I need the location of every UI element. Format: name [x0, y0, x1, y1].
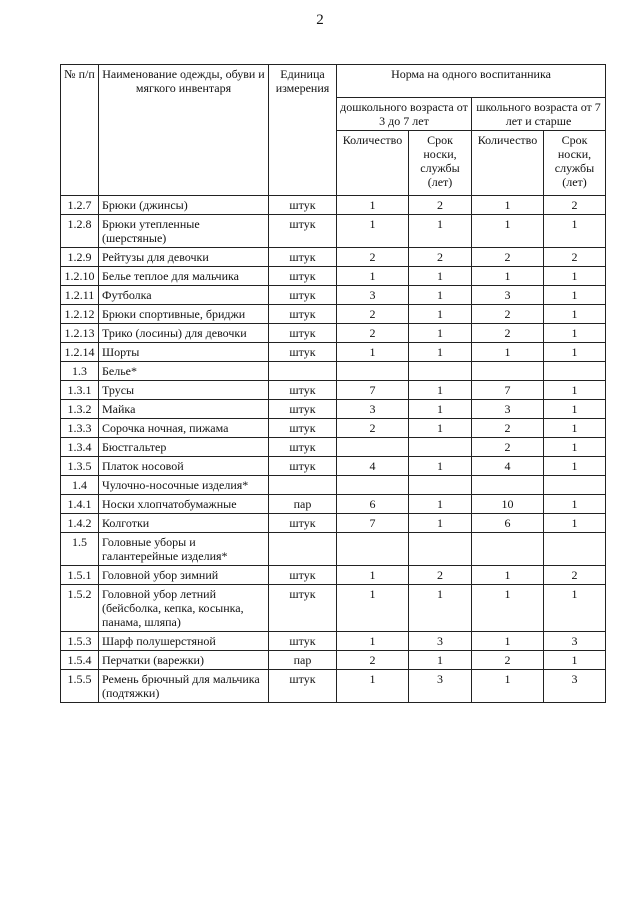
header-school-term: Срок носки, службы (лет)	[544, 131, 606, 196]
header-school-qty: Количество	[472, 131, 544, 196]
school-term	[544, 362, 606, 381]
school-qty	[472, 476, 544, 495]
school-term: 2	[544, 566, 606, 585]
preschool-term: 1	[409, 286, 472, 305]
item-name: Головные уборы и галантерейные изделия*	[99, 533, 269, 566]
header-preschool: дошкольного возраста от 3 до 7 лет	[337, 98, 472, 131]
school-term	[544, 476, 606, 495]
table-row	[61, 267, 606, 286]
school-qty	[472, 362, 544, 381]
unit-cell: штук	[269, 381, 337, 400]
norms-table	[60, 64, 606, 703]
unit-cell: штук	[269, 305, 337, 324]
unit-cell	[269, 533, 337, 566]
school-qty: 2	[472, 305, 544, 324]
preschool-term: 1	[409, 457, 472, 476]
row-number: 1.4.2	[61, 514, 99, 533]
header-name: Наименование одежды, обуви и мягкого инвентаря	[99, 65, 269, 196]
school-term: 1	[544, 438, 606, 457]
preschool-term: 1	[409, 585, 472, 632]
preschool-term: 1	[409, 381, 472, 400]
row-number: 1.5	[61, 533, 99, 566]
row-number: 1.2.11	[61, 286, 99, 305]
school-qty: 3	[472, 400, 544, 419]
item-name: Трусы	[99, 381, 269, 400]
unit-cell: штук	[269, 566, 337, 585]
item-name: Брюки спортивные, бриджи	[99, 305, 269, 324]
item-name: Перчатки (варежки)	[99, 651, 269, 670]
row-number: 1.3	[61, 362, 99, 381]
unit-cell: штук	[269, 419, 337, 438]
unit-cell: штук	[269, 585, 337, 632]
preschool-qty: 1	[337, 566, 409, 585]
row-number: 1.5.5	[61, 670, 99, 703]
table-row	[61, 495, 606, 514]
header-norm: Норма на одного воспитанника	[337, 65, 606, 98]
preschool-term	[409, 533, 472, 566]
row-number: 1.2.9	[61, 248, 99, 267]
item-name: Брюки (джинсы)	[99, 196, 269, 215]
table-row	[61, 248, 606, 267]
row-number: 1.3.3	[61, 419, 99, 438]
item-name: Белье теплое для мальчика	[99, 267, 269, 286]
table-row	[61, 381, 606, 400]
header-school: школьного возраста от 7 лет и старше	[472, 98, 606, 131]
row-number: 1.3.1	[61, 381, 99, 400]
school-qty: 1	[472, 343, 544, 362]
table-row	[61, 514, 606, 533]
school-term: 1	[544, 267, 606, 286]
preschool-term: 1	[409, 343, 472, 362]
table-row	[61, 438, 606, 457]
school-qty: 2	[472, 438, 544, 457]
school-qty: 1	[472, 196, 544, 215]
item-name: Бюстгальтер	[99, 438, 269, 457]
preschool-term: 3	[409, 670, 472, 703]
preschool-qty: 2	[337, 651, 409, 670]
school-qty: 10	[472, 495, 544, 514]
header-preschool-term: Срок носки, службы (лет)	[409, 131, 472, 196]
preschool-qty: 7	[337, 514, 409, 533]
preschool-term: 1	[409, 651, 472, 670]
unit-cell: штук	[269, 438, 337, 457]
school-qty: 2	[472, 248, 544, 267]
school-term: 1	[544, 400, 606, 419]
school-term: 1	[544, 381, 606, 400]
item-name: Носки хлопчатобумажные	[99, 495, 269, 514]
table-row	[61, 476, 606, 495]
preschool-qty: 1	[337, 267, 409, 286]
school-term: 3	[544, 670, 606, 703]
preschool-qty: 3	[337, 286, 409, 305]
row-number: 1.2.7	[61, 196, 99, 215]
item-name: Футболка	[99, 286, 269, 305]
school-qty: 7	[472, 381, 544, 400]
item-name: Трико (лосины) для девочки	[99, 324, 269, 343]
item-name: Шарф полушерстяной	[99, 632, 269, 651]
school-qty	[472, 533, 544, 566]
item-name: Головной убор летний (бейсболка, кепка, косынка, панама, шляпа)	[99, 585, 269, 632]
preschool-qty: 4	[337, 457, 409, 476]
table-row	[61, 533, 606, 566]
unit-cell: штук	[269, 248, 337, 267]
preschool-term: 2	[409, 248, 472, 267]
preschool-qty: 6	[337, 495, 409, 514]
row-number: 1.5.1	[61, 566, 99, 585]
school-qty: 2	[472, 324, 544, 343]
row-number: 1.5.3	[61, 632, 99, 651]
table-row	[61, 651, 606, 670]
item-name: Брюки утепленные (шерстяные)	[99, 215, 269, 248]
item-name: Колготки	[99, 514, 269, 533]
school-qty: 2	[472, 419, 544, 438]
school-qty: 1	[472, 267, 544, 286]
preschool-term: 3	[409, 632, 472, 651]
row-number: 1.2.8	[61, 215, 99, 248]
school-qty: 1	[472, 585, 544, 632]
school-term: 1	[544, 495, 606, 514]
row-number: 1.4.1	[61, 495, 99, 514]
school-term: 1	[544, 286, 606, 305]
preschool-qty: 1	[337, 215, 409, 248]
preschool-qty	[337, 533, 409, 566]
row-number: 1.5.4	[61, 651, 99, 670]
preschool-qty: 2	[337, 248, 409, 267]
school-term: 1	[544, 215, 606, 248]
page-number: 2	[316, 12, 324, 28]
item-name: Майка	[99, 400, 269, 419]
unit-cell: пар	[269, 651, 337, 670]
item-name: Сорочка ночная, пижама	[99, 419, 269, 438]
preschool-term: 1	[409, 267, 472, 286]
preschool-term: 1	[409, 514, 472, 533]
table-row	[61, 196, 606, 215]
row-number: 1.5.2	[61, 585, 99, 632]
school-qty: 4	[472, 457, 544, 476]
school-term: 1	[544, 324, 606, 343]
table-row	[61, 215, 606, 248]
item-name: Чулочно-носочные изделия*	[99, 476, 269, 495]
unit-cell: штук	[269, 196, 337, 215]
unit-cell: штук	[269, 514, 337, 533]
preschool-term: 1	[409, 215, 472, 248]
preschool-qty	[337, 362, 409, 381]
preschool-term: 1	[409, 495, 472, 514]
school-term: 3	[544, 632, 606, 651]
preschool-term: 2	[409, 566, 472, 585]
preschool-qty: 1	[337, 585, 409, 632]
unit-cell: штук	[269, 457, 337, 476]
unit-cell	[269, 476, 337, 495]
header-num: № п/п	[61, 65, 99, 196]
row-number: 1.3.4	[61, 438, 99, 457]
school-term: 1	[544, 343, 606, 362]
unit-cell: пар	[269, 495, 337, 514]
preschool-qty: 1	[337, 670, 409, 703]
unit-cell	[269, 362, 337, 381]
school-term: 1	[544, 305, 606, 324]
table-row	[61, 457, 606, 476]
table-row	[61, 632, 606, 651]
item-name: Рейтузы для девочки	[99, 248, 269, 267]
table-row	[61, 343, 606, 362]
school-qty: 6	[472, 514, 544, 533]
row-number: 1.3.2	[61, 400, 99, 419]
school-term: 1	[544, 585, 606, 632]
preschool-term: 1	[409, 305, 472, 324]
header-preschool-qty: Количество	[337, 131, 409, 196]
preschool-qty: 2	[337, 305, 409, 324]
unit-cell: штук	[269, 632, 337, 651]
header-unit: Единица измерения	[269, 65, 337, 196]
preschool-term: 1	[409, 419, 472, 438]
table-row	[61, 400, 606, 419]
preschool-term: 1	[409, 324, 472, 343]
preschool-qty	[337, 476, 409, 495]
table-row	[61, 362, 606, 381]
preschool-term: 2	[409, 196, 472, 215]
school-qty: 2	[472, 651, 544, 670]
unit-cell: штук	[269, 215, 337, 248]
unit-cell: штук	[269, 670, 337, 703]
school-term: 1	[544, 651, 606, 670]
unit-cell: штук	[269, 324, 337, 343]
school-qty: 1	[472, 215, 544, 248]
table-row	[61, 324, 606, 343]
item-name: Головной убор зимний	[99, 566, 269, 585]
school-term	[544, 533, 606, 566]
preschool-qty: 3	[337, 400, 409, 419]
preschool-term	[409, 362, 472, 381]
row-number: 1.2.10	[61, 267, 99, 286]
table-row	[61, 566, 606, 585]
preschool-term	[409, 476, 472, 495]
row-number: 1.2.14	[61, 343, 99, 362]
item-name: Белье*	[99, 362, 269, 381]
preschool-qty: 2	[337, 419, 409, 438]
school-term: 1	[544, 457, 606, 476]
table-row	[61, 305, 606, 324]
table-row	[61, 286, 606, 305]
school-qty: 1	[472, 632, 544, 651]
unit-cell: штук	[269, 286, 337, 305]
school-term: 2	[544, 196, 606, 215]
unit-cell: штук	[269, 267, 337, 286]
school-term: 2	[544, 248, 606, 267]
item-name: Платок носовой	[99, 457, 269, 476]
school-qty: 3	[472, 286, 544, 305]
school-qty: 1	[472, 566, 544, 585]
preschool-qty: 7	[337, 381, 409, 400]
preschool-qty: 2	[337, 324, 409, 343]
item-name: Ремень брючный для мальчика (подтяжки)	[99, 670, 269, 703]
school-term: 1	[544, 419, 606, 438]
preschool-qty: 1	[337, 632, 409, 651]
row-number: 1.2.13	[61, 324, 99, 343]
item-name: Шорты	[99, 343, 269, 362]
table-body	[61, 196, 606, 703]
preschool-term: 1	[409, 400, 472, 419]
row-number: 1.2.12	[61, 305, 99, 324]
preschool-qty	[337, 438, 409, 457]
unit-cell: штук	[269, 343, 337, 362]
table-row	[61, 585, 606, 632]
preschool-qty: 1	[337, 196, 409, 215]
table-row	[61, 419, 606, 438]
preschool-qty: 1	[337, 343, 409, 362]
row-number: 1.4	[61, 476, 99, 495]
school-qty: 1	[472, 670, 544, 703]
table-row	[61, 670, 606, 703]
unit-cell: штук	[269, 400, 337, 419]
row-number: 1.3.5	[61, 457, 99, 476]
school-term: 1	[544, 514, 606, 533]
preschool-term	[409, 438, 472, 457]
